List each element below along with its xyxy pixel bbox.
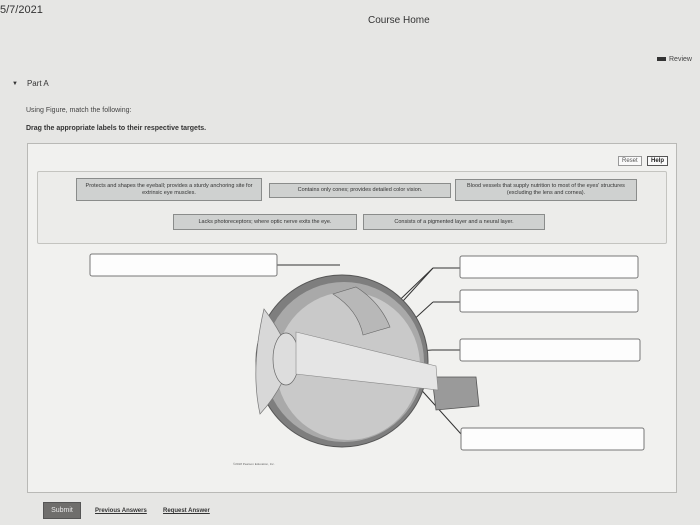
submit-button[interactable]: Submit [43, 502, 81, 519]
review-label: Review [669, 56, 692, 63]
label-chip-optic-disc[interactable]: Lacks photoreceptors; where optic nerve exits the eye. [173, 214, 357, 230]
drop-target-2 [460, 256, 638, 278]
label-chip-sclera[interactable]: Protects and shapes the eyeball; provides a sturdy anchoring site for extrinsic eye muscles. [76, 178, 262, 201]
figure-credit: ©2018 Pearson Education, Inc. [233, 462, 275, 466]
drop-target-3 [460, 290, 638, 312]
label-chip-retina[interactable]: Consists of a pigmented layer and a neural layer. [363, 214, 545, 230]
collapse-triangle-icon[interactable]: ▼ [12, 80, 18, 87]
label-chip-choroid[interactable]: Blood vessels that supply nutrition to most of the eyes' structures (excluding the lens and cornea). [455, 179, 637, 201]
lens-shape [273, 333, 299, 385]
drag-instruction-text: Drag the appropriate labels to their respective targets. [26, 125, 207, 132]
eyeball-illustration [256, 275, 479, 447]
previous-answers-link[interactable]: Previous Answers [95, 508, 147, 514]
review-link[interactable] [657, 56, 692, 63]
request-answer-link[interactable]: Request Answer [163, 508, 210, 514]
page-title[interactable]: Course Home [368, 15, 430, 26]
labeling-panel [27, 143, 677, 493]
part-a-label: Part A [26, 79, 49, 88]
drop-target-4 [460, 339, 640, 361]
drop-target-1 [90, 254, 277, 276]
reset-button[interactable]: Reset [618, 156, 642, 166]
eye-diagram [28, 144, 678, 494]
instruction-text: Using Figure, match the following: [26, 107, 132, 114]
date-text: 5/7/2021 [0, 4, 43, 16]
review-icon [657, 57, 666, 61]
drop-target-5 [461, 428, 644, 450]
label-chip-fovea[interactable]: Contains only cones; provides detailed color vision. [269, 183, 451, 198]
help-button[interactable]: Help [647, 156, 668, 166]
part-a-header[interactable] [12, 79, 49, 88]
optic-nerve-shape [432, 377, 479, 410]
